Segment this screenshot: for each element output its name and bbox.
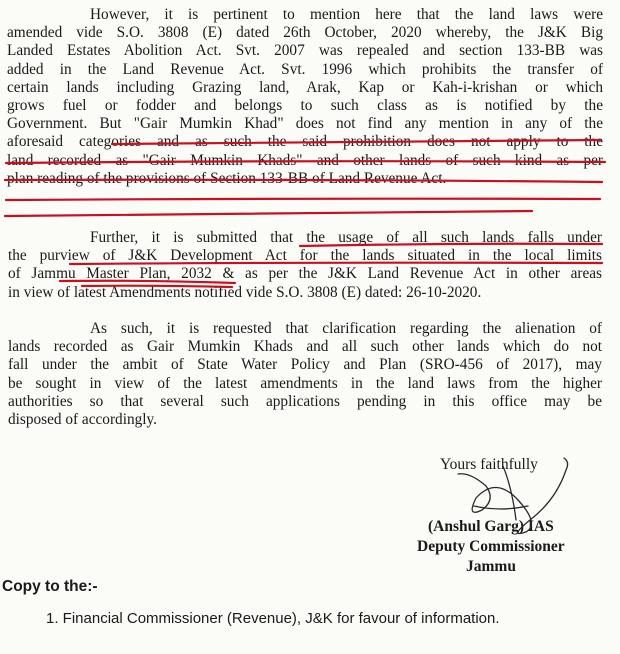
- copy-to-item: 1. Financial Commissioner (Revenue), J&K for favour of information.: [46, 610, 500, 627]
- signatory-place: Jammu: [466, 558, 516, 575]
- para1-line-10: plan reading of the provisions of Section 133-BB of Land Revenue Act.: [7, 169, 447, 187]
- para2-line-3: of Jammu Master Plan, 2032 & as per the J&K Land Revenue Act in other areas: [8, 265, 602, 283]
- para1-line-9: land recorded as "Gair Mumkin Khads" and other lands of such kind as per: [7, 151, 603, 169]
- para1-line-5: certain lands including Grazing land, Arak, Kap or Kah-i-krishan or which: [7, 78, 603, 96]
- underline-mark: [5, 211, 532, 216]
- para3-line-1: As such, it is requested that clarification regarding the alienation of: [90, 320, 602, 337]
- para3-line-3: fall under the ambit of State Water Policy and Plan (SRO-456 of 2017), may: [8, 356, 602, 374]
- paragraph-clarification-request: [8, 320, 602, 429]
- para2-line-4: in view of latest Amendments notified vide S.O. 3808 (E) dated: 26-10-2020.: [8, 283, 482, 301]
- para1-line-7: Government. But "Gair Mumkin Khad" does not find any mention in any of the: [7, 115, 603, 133]
- para1-line-3: Landed Estates Abolition Act. Svt. 2007 was repealed and section 133-BB was: [7, 42, 603, 60]
- copy-to-heading: Copy to the:-: [2, 578, 98, 595]
- para3-line-4: be sought in view of the latest amendments in the land laws from the higher: [8, 374, 602, 392]
- paragraph-land-laws-amendment: [7, 6, 603, 188]
- para1-line-1: However, it is pertinent to mention here that the land laws were: [90, 6, 603, 23]
- para2-line-2: the purview of J&K Development Act for the lands situated in the local limits: [8, 247, 602, 265]
- para3-line-6: disposed of accordingly.: [8, 411, 157, 429]
- para1-line-6: grows fuel or fodder and belongs to such class as is notified by the: [7, 97, 603, 115]
- para1-line-8: aforesaid categories and as such the said prohibition does not apply to the: [7, 133, 603, 151]
- para2-line-1: Further, it is submitted that the usage of all such lands falls under: [90, 229, 602, 246]
- paragraph-development-act: [8, 229, 602, 302]
- signatory-designation: Deputy Commissioner: [417, 538, 565, 555]
- signatory-name: (Anshul Garg) IAS: [428, 518, 554, 535]
- closing-salutation: Yours faithfully: [440, 456, 538, 473]
- para3-line-2: lands recorded as Gair Mumkin Khads and all such other lands which do not: [8, 338, 602, 356]
- underline-mark: [6, 199, 600, 200]
- para1-line-2: amended vide S.O. 3808 (E) dated 26th October, 2020 whereby, the J&K Big: [7, 24, 603, 42]
- para3-line-5: authorities so that several such applications pending in this office may be: [8, 392, 602, 410]
- para1-line-4: added in the Land Revenue Act. Svt. 1996 which prohibits the transfer of: [7, 60, 603, 78]
